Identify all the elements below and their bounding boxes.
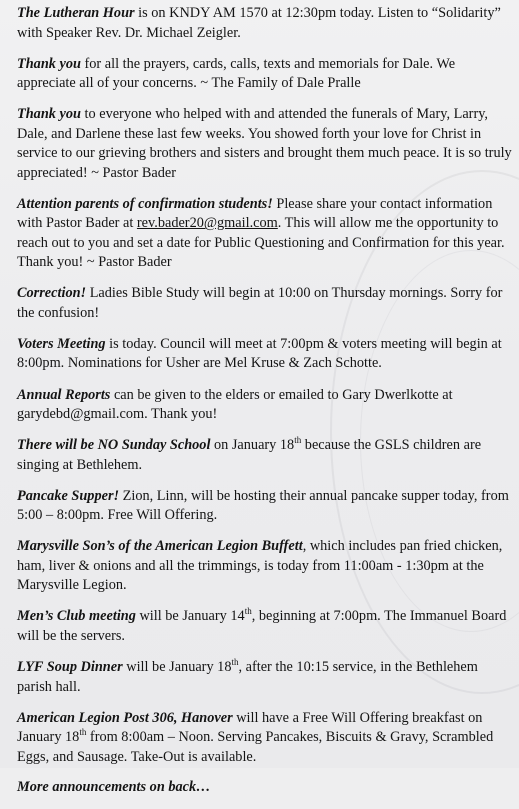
announcement-text: from 8:00am – Noon. Serving Pancakes, Biscuits & Gravy, Scrambled Eggs, and Sausage. Take-Out is available. (17, 729, 494, 765)
announcement-legion-breakfast (17, 709, 512, 768)
announcement-annual-reports (17, 386, 512, 425)
announcement-thank-you-funerals (17, 105, 512, 183)
announcement-lead: There will be NO Sunday School (17, 437, 211, 454)
announcement-text: is today. Council will meet at 7:00pm & voters meeting will begin at 8:00pm. Nominations for Usher are Mel Kruse & Zach Schotte. (17, 335, 502, 372)
ordinal-suffix: th (79, 727, 87, 738)
announcement-text: , beginning at 7:00pm. The Immanuel Board will be the servers. (17, 608, 507, 644)
announcement-thank-you-pralle (17, 55, 512, 94)
announcement-text: because the GSLS children are singing at Bethlehem. (17, 437, 482, 473)
announcement-lyf-soup-dinner (17, 658, 512, 697)
announcement-lead: LYF Soup Dinner (17, 659, 123, 676)
announcement-pancake-supper (17, 487, 512, 526)
announcement-lead: Men’s Club meeting (17, 608, 136, 625)
ordinal-suffix: th (231, 657, 239, 668)
announcement-lead: The Lutheran Hour (17, 5, 135, 21)
email-link[interactable]: rev.bader20@gmail.com (136, 215, 278, 232)
announcement-lead: Thank you (17, 106, 81, 123)
announcement-text: will be January 14 (135, 608, 245, 625)
announcement-lead: Marysville Son’s of the American Legion Buffett (17, 538, 303, 555)
announcement-lead: Attention parents of confirmation students! (17, 195, 273, 212)
announcement-confirmation-parents (17, 195, 512, 273)
announcement-text: is on KNDY AM 1570 at 12:30pm today. Listen to “Solidarity” with Speaker Rev. Dr. Michael Zeigler. (17, 5, 501, 41)
announcement-text: Zion, Linn, will be hosting their annual pancake supper today, from 5:00 – 8:00pm. Free Will Offering. (17, 487, 509, 524)
announcement-text: to everyone who helped with and attended the funerals of Mary, Larry, Dale, and Darlene these last few weeks. You showed forth your love for Christ in service to our grieving brothers and sisters and brought them much peace. It is so truly appreciated! ~ Pastor Bader (17, 106, 512, 181)
announcement-correction (17, 284, 512, 323)
announcement-text: can be given to the elders or emailed to Gary Dwerlkotte at garydebd@gmail.com. Thank you! (17, 386, 453, 423)
announcement-lead: American Legion Post 306, Hanover (17, 709, 233, 726)
announcement-text: for all the prayers, cards, calls, texts and memorials for Dale. We appreciate all of your concerns. ~ The Family of Dale Pralle (17, 55, 456, 92)
announcement-lead: Annual Reports (17, 386, 111, 403)
announcement-lead: Thank you (17, 55, 81, 72)
announcement-legion-buffett (17, 537, 512, 596)
announcement-text: , after the 10:15 service, in the Bethlehem parish hall. (17, 659, 478, 695)
announcement-lead: Voters Meeting (17, 335, 106, 352)
announcement-lutheran-hour (17, 4, 512, 43)
ordinal-suffix: th (244, 606, 252, 617)
announcement-text: , which includes pan fried chicken, ham, liver & onions and all the trimmings, is today from 11:00am - 1:30pm at the Marysville Legion. (17, 538, 503, 594)
announcement-text: . This will allow me the opportunity to reach out to you and set a date for Public Questioning and Confirmation for this year. Thank you! ~ Pastor Bader (17, 215, 505, 271)
announcements-list (17, 4, 512, 809)
announcement-text: will be January 18 (122, 659, 232, 676)
announcement-voters-meeting (17, 335, 512, 374)
announcement-lead: Correction! (17, 285, 87, 302)
announcement-mens-club (17, 607, 512, 646)
announcement-text: Ladies Bible Study will begin at 10:00 on Thursday mornings. Sorry for the confusion! (17, 285, 503, 321)
more-announcements-note: More announcements on back… (17, 778, 211, 795)
ordinal-suffix: th (294, 435, 302, 446)
announcement-text: Please share your contact information with Pastor Bader at (17, 195, 493, 232)
announcement-text: will have a Free Will Offering breakfast on January 18 (17, 709, 483, 746)
announcement-lead: Pancake Supper! (17, 487, 120, 504)
announcement-text: on January 18 (210, 437, 295, 454)
announcement-no-sunday-school (17, 436, 512, 475)
